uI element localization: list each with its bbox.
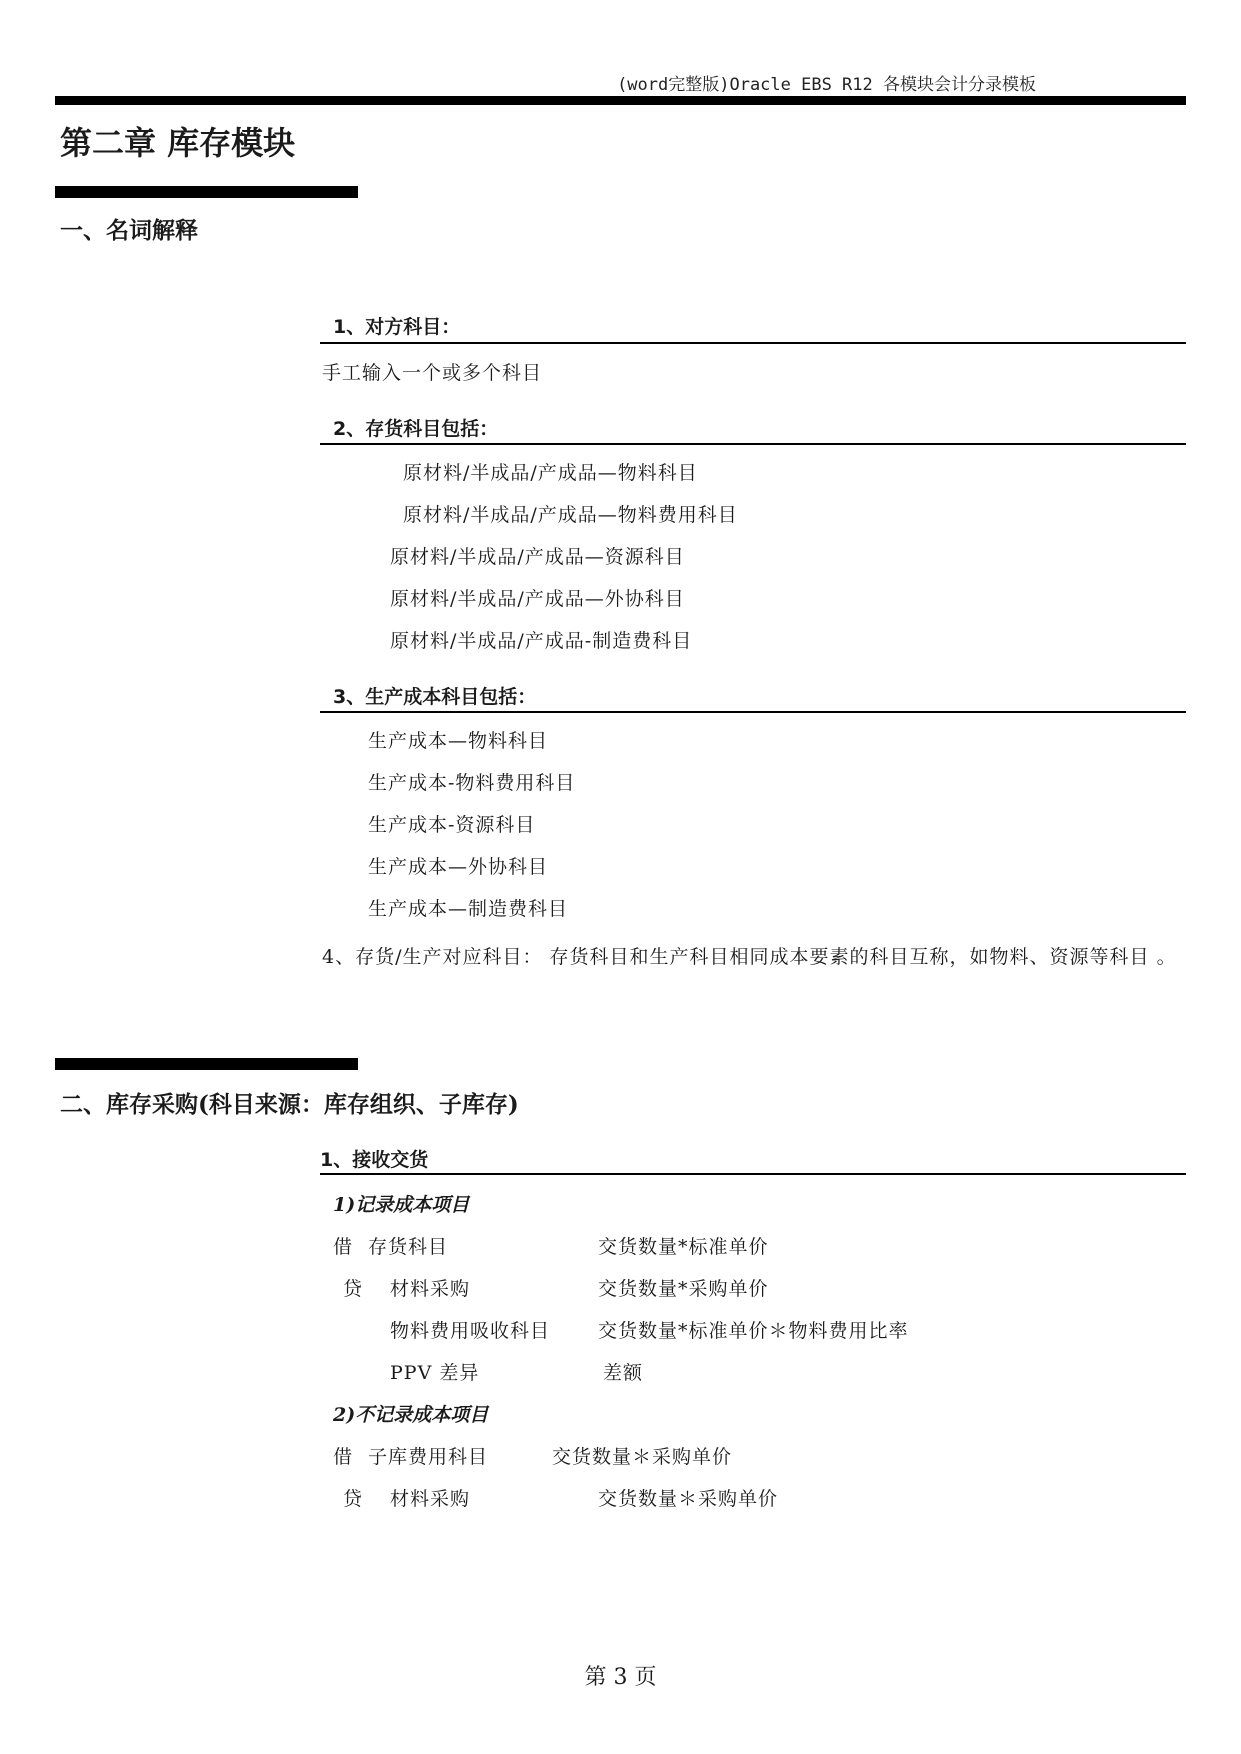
- entry-account: PPV 差异: [390, 1362, 480, 1384]
- section-1-bar: [55, 186, 358, 198]
- item-3-line: 生产成本—外协科目: [368, 856, 549, 878]
- item-4-paragraph: 4、存货/生产对应科目： 存货科目和生产科目相同成本要素的科目互称，如物料、资源等科目 。: [322, 946, 1177, 968]
- document-header-title: (word完整版)Oracle EBS R12 各模块会计分录模板: [617, 75, 1036, 95]
- item-2-line: 原材料/半成品/产成品—资源科目: [390, 546, 685, 568]
- item-1-heading: 1、对方科目：: [333, 316, 461, 338]
- entry-account: 物料费用吸收科目: [390, 1320, 551, 1342]
- case-1-title: 1)记录成本项目: [333, 1194, 470, 1216]
- item-3-line: 生产成本-资源科目: [368, 814, 536, 836]
- item-2-rule: [320, 443, 1186, 445]
- case-2-title: 2)不记录成本项目: [333, 1404, 489, 1426]
- entry-amount: 差额: [603, 1362, 644, 1384]
- section-1-title: 一、名词解释: [60, 217, 198, 244]
- entry-amount: 交货数量＊采购单价: [552, 1446, 733, 1468]
- section-2-bar: [55, 1058, 358, 1070]
- item-2-line: 原材料/半成品/产成品—物料费用科目: [403, 504, 738, 526]
- section-2-title: 二、库存采购(科目来源：库存组织、子库存): [60, 1091, 519, 1118]
- item-3-line: 生产成本-物料费用科目: [368, 772, 576, 794]
- chapter-title: 第二章 库存模块: [60, 124, 296, 162]
- item-1-rule: [320, 342, 1186, 344]
- sub-1-heading: 1、接收交货: [320, 1149, 429, 1171]
- page-number: 第 3 页: [584, 1665, 657, 1690]
- item-3-line: 生产成本—制造费科目: [368, 898, 569, 920]
- entry-amount: 交货数量＊采购单价: [598, 1488, 779, 1510]
- item-3-heading: 3、生产成本科目包括：: [333, 686, 537, 708]
- item-2-heading: 2、存货科目包括：: [333, 418, 499, 440]
- item-1-text: 手工输入一个或多个科目: [322, 362, 543, 384]
- entry-amount: 交货数量*标准单价: [598, 1236, 769, 1258]
- item-2-line: 原材料/半成品/产成品—外协科目: [390, 588, 685, 610]
- entry-account: 存货科目: [368, 1236, 449, 1258]
- sub-1-rule: [320, 1173, 1186, 1175]
- entry-side: 借: [333, 1446, 354, 1468]
- item-2-line: 原材料/半成品/产成品—物料科目: [403, 462, 698, 484]
- entry-side: 贷: [343, 1488, 364, 1510]
- item-3-rule: [320, 711, 1186, 713]
- entry-amount: 交货数量*采购单价: [598, 1278, 769, 1300]
- header-rule: [55, 96, 1186, 105]
- entry-account: 子库费用科目: [368, 1446, 489, 1468]
- entry-account: 材料采购: [390, 1278, 471, 1300]
- entry-side: 贷: [343, 1278, 364, 1300]
- entry-side: 借: [333, 1236, 354, 1258]
- entry-amount: 交货数量*标准单价＊物料费用比率: [598, 1320, 909, 1342]
- entry-account: 材料采购: [390, 1488, 471, 1510]
- item-2-line: 原材料/半成品/产成品-制造费科目: [390, 630, 693, 652]
- item-3-line: 生产成本—物料科目: [368, 730, 549, 752]
